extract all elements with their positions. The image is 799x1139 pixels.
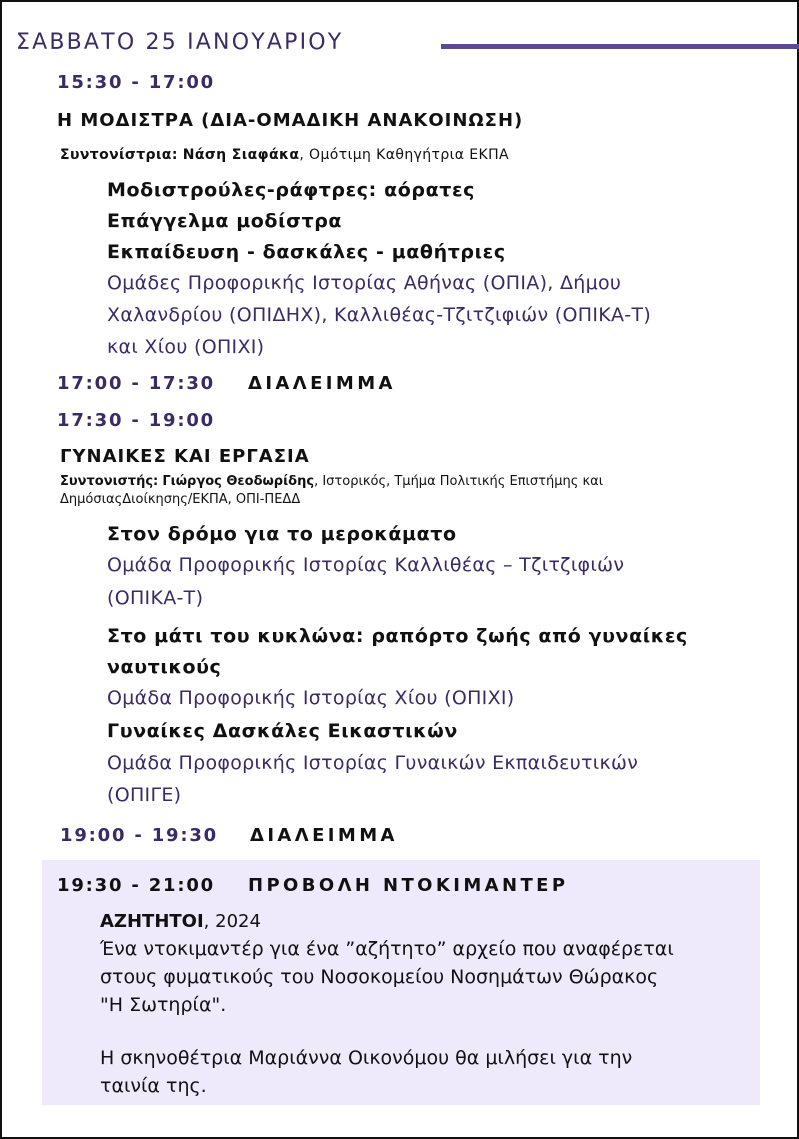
- session2-talk3-group-line-1: Ομάδα Προφορικής Ιστορίας Γυναικών Εκπαιδευτικών: [107, 752, 639, 774]
- session1-groups-line-2: Χαλανδρίου (ΟΠΙΔΗΧ), Καλλιθέας-Τζιτζιφιών (ΟΠΙΚΑ-Τ): [107, 304, 652, 326]
- session2-talk3-group-line-2: (ΟΠΙΓΕ): [107, 784, 182, 806]
- session2-title: ΓΥΝΑΙΚΕΣ ΚΑΙ ΕΡΓΑΣΙΑ: [60, 446, 310, 467]
- session2-coordinator: [60, 473, 603, 509]
- session1-title: Η ΜΟΔΙΣΤΡΑ (ΔΙΑ-ΟΜΑΔΙΚΗ ΑΝΑΚΟΙΝΩΣΗ): [57, 110, 524, 131]
- session1-talk-3: Εκπαίδευση - δασκάλες - μαθήτριες: [107, 241, 506, 263]
- session1-talk-2: Επάγγελμα μοδίστρα: [107, 210, 343, 232]
- session2-talk1-title: Στον δρόμο για το μεροκάματο: [107, 523, 457, 545]
- director-note-line-1: Η σκηνοθέτρια Μαριάννα Οικονόμου θα μιλήσει για την: [100, 1047, 633, 1069]
- film-description-line-2: στους φυματικούς του Νοσοκομείου Νοσημάτων Θώρακος: [100, 966, 659, 988]
- session2-time: 17:30 - 19:00: [57, 410, 215, 431]
- break1-label: ΔΙΑΛΕΙΜΜΑ: [248, 373, 396, 394]
- screening-time: 19:30 - 21:00: [57, 875, 215, 896]
- screening-label: ΠΡΟΒΟΛΗ ΝΤΟΚΙΜΑΝΤΕΡ: [248, 875, 569, 896]
- film-title-line: [100, 911, 261, 932]
- session2-talk2-title-line-2: ναυτικούς: [107, 656, 222, 678]
- session1-time: 15:30 - 17:00: [57, 72, 215, 93]
- session2-talk1-group-line-1: Ομάδα Προφορικής Ιστορίας Καλλιθέας – Τζιτζιφιών: [107, 554, 625, 576]
- session2-talk1-group-line-2: (ΟΠΙΚΑ-Τ): [107, 587, 204, 609]
- break1-time: 17:00 - 17:30: [57, 373, 215, 394]
- film-description-line-3: "Η Σωτηρία".: [100, 994, 227, 1016]
- coordinator-label: Συντονιστής:: [60, 474, 159, 489]
- session2-talk3-title: Γυναίκες Δασκάλες Εικαστικών: [107, 720, 458, 742]
- film-title: ΑΖΗΤΗΤΟΙ: [100, 911, 204, 932]
- session1-coordinator: Συντονίστρια: Νάση Σιαφάκα, Ομότιμη Καθηγήτρια ΕΚΠΑ: [60, 147, 510, 163]
- director-note: [100, 1044, 632, 1100]
- session2-talk2-group: Ομάδα Προφορικής Ιστορίας Χίου (ΟΠΙΧΙ): [107, 687, 515, 709]
- day-heading: ΣΑΒΒΑΤΟ 25 ΙΑΝΟΥΑΡΙΟΥ: [16, 30, 344, 55]
- session1-groups-line-3: και Χίου (ΟΠΙΧΙ): [107, 336, 265, 358]
- coordinator-name: Γιώργος Θεοδωρίδης: [162, 474, 315, 489]
- break2-time: 19:00 - 19:30: [60, 825, 218, 846]
- break2-label: ΔΙΑΛΕΙΜΜΑ: [250, 825, 398, 846]
- session1-talk-1: Μοδιστρούλες-ράφτρες: αόρατες: [107, 179, 475, 201]
- coordinator-label: Συντονίστρια: [60, 147, 172, 163]
- film-year: , 2024: [203, 911, 261, 932]
- film-description: [100, 935, 674, 1019]
- coordinator-role-line-1: , Ιστορικός, Τμήμα Πολιτικής Επιστήμης και: [314, 474, 604, 489]
- coordinator-role-line-2: ΔημόσιαςΔιοίκησης/ΕΚΠΑ, ΟΠΙ-ΠΕΔΔ: [60, 492, 301, 507]
- coordinator-name: Νάση Σιαφάκα: [182, 147, 300, 163]
- heading-rule: [441, 44, 799, 49]
- director-note-line-2: ταινία της.: [100, 1075, 207, 1097]
- film-description-line-1: Ένα ντοκιμαντέρ για ένα ”αζήτητο” αρχείο που αναφέρεται: [100, 938, 674, 960]
- session1-groups-line-1: Ομάδες Προφορικής Ιστορίας Αθήνας (ΟΠΙΑ), Δήμου: [107, 272, 622, 294]
- session2-talk2-title-line-1: Στο μάτι του κυκλώνα: ραπόρτο ζωής από γυναίκες: [107, 625, 688, 647]
- coordinator-role: , Ομότιμη Καθηγήτρια ΕΚΠΑ: [299, 147, 510, 163]
